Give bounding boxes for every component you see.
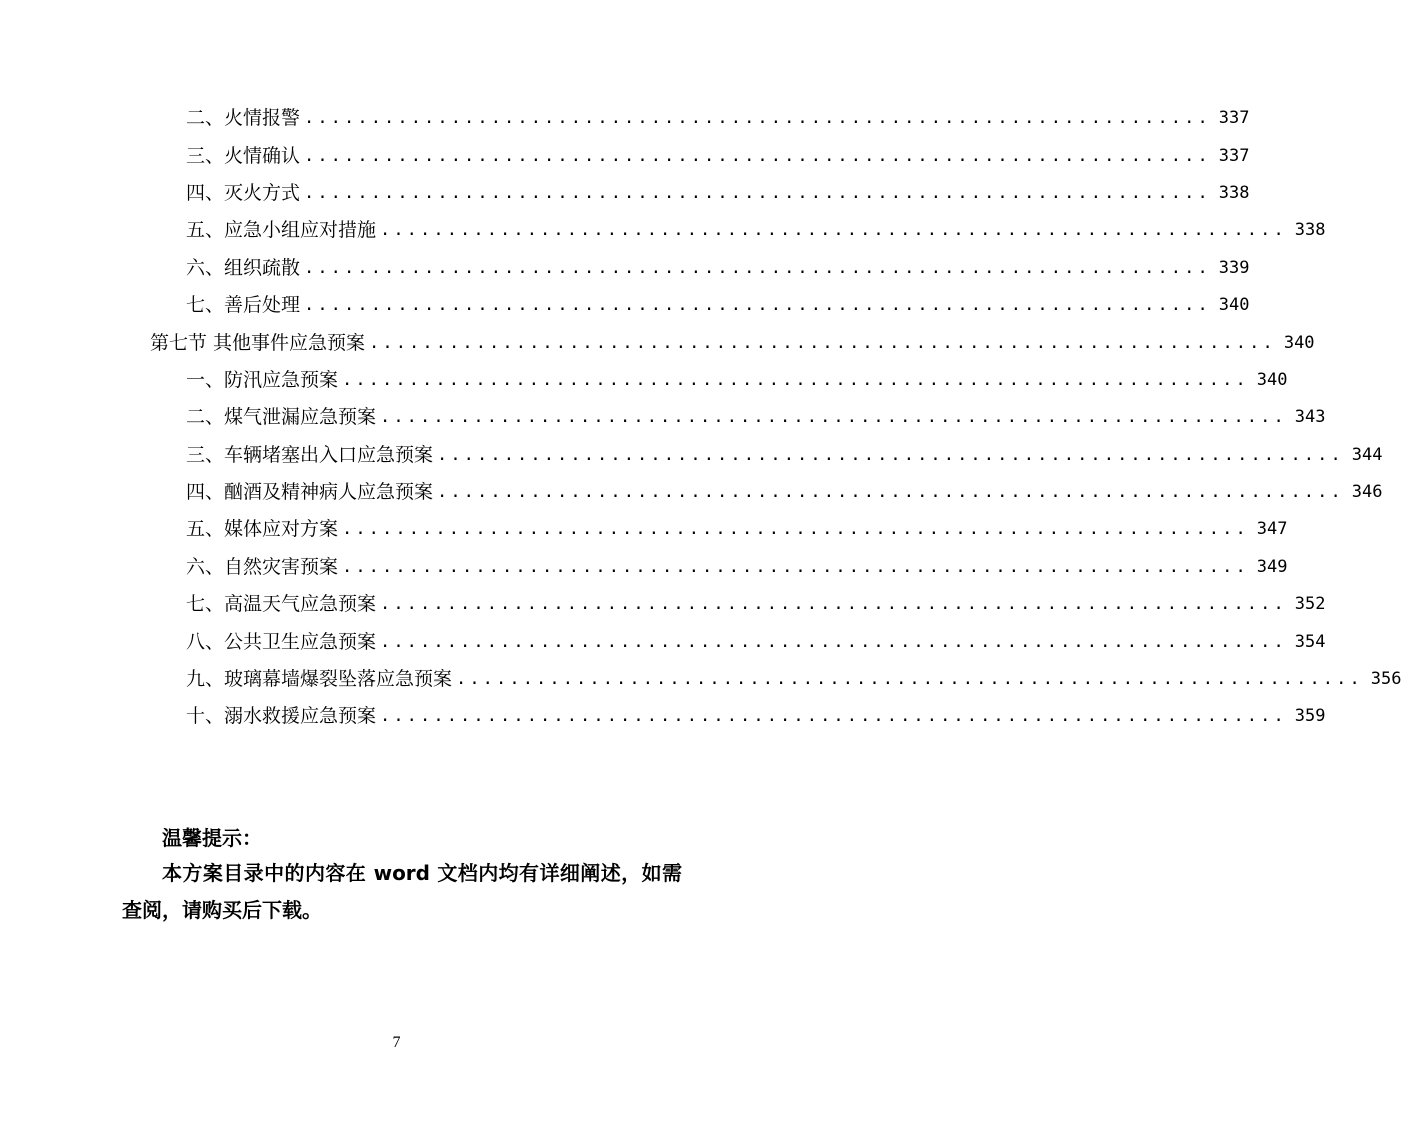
dot-leader: .................................................................... [342, 556, 1249, 577]
toc-row[interactable] [0, 623, 1326, 660]
toc-entry-title: 六、组织疏散 [186, 259, 304, 278]
toc-row[interactable] [0, 362, 1288, 399]
toc-entry-page: 352 [1294, 594, 1326, 615]
toc-entry-page: 354 [1294, 631, 1326, 652]
toc-entry-title: 第七节 其他事件应急预案 [150, 334, 369, 353]
toc-row[interactable] [0, 287, 1250, 324]
toc-row[interactable] [0, 399, 1326, 436]
toc-row[interactable] [0, 698, 1326, 735]
toc-entry-page: 338 [1294, 220, 1326, 241]
dot-leader: .................................................................... [304, 145, 1211, 166]
dot-leader: .................................................................... [304, 295, 1211, 316]
toc-entry-page: 346 [1351, 482, 1383, 503]
toc-entry-title: 一、防汛应急预案 [186, 371, 342, 390]
toc-entry-page: 359 [1294, 706, 1326, 727]
toc-entry-title: 二、煤气泄漏应急预案 [186, 408, 380, 427]
dot-leader: .................................................................... [304, 108, 1211, 129]
tip-heading: 温馨提示： [162, 826, 262, 850]
toc-entry-page: 344 [1351, 444, 1383, 465]
toc-row[interactable] [0, 437, 1383, 474]
dot-leader: .................................................................... [437, 444, 1344, 465]
page-number: 7 [392, 1034, 401, 1051]
toc-entry-title: 七、高温天气应急预案 [186, 595, 380, 614]
dot-leader: .................................................................... [380, 220, 1287, 241]
toc-row[interactable] [0, 474, 1383, 511]
toc-entry-title: 三、车辆堵塞出入口应急预案 [186, 446, 437, 465]
dot-leader: .................................................................... [342, 519, 1249, 540]
dot-leader: .................................................................... [437, 482, 1344, 503]
toc-entry-page: 337 [1218, 145, 1250, 166]
toc-entry-page: 347 [1256, 519, 1288, 540]
toc-entry-page: 340 [1256, 369, 1288, 390]
toc-row[interactable] [0, 324, 1315, 361]
toc-row[interactable] [0, 586, 1326, 623]
toc-entry-title: 二、火情报警 [186, 109, 304, 128]
toc-row[interactable] [0, 549, 1288, 586]
toc-entry-title: 七、善后处理 [186, 296, 304, 315]
dot-leader: .................................................................... [380, 706, 1287, 727]
toc-entry-page: 343 [1294, 407, 1326, 428]
toc-entry-page: 339 [1218, 257, 1250, 278]
toc-row[interactable] [0, 100, 1250, 137]
toc-entry-page: 338 [1218, 182, 1250, 203]
toc-entry-title: 五、应急小组应对措施 [186, 221, 380, 240]
toc-row[interactable] [0, 250, 1250, 287]
tip-body: 本方案目录中的内容在 word 文档内均有详细阐述，如需查阅，请购买后下载。 [122, 861, 682, 922]
toc-entry-title: 四、酗酒及精神病人应急预案 [186, 483, 437, 502]
toc-entry-page: 340 [1283, 332, 1315, 353]
dot-leader: .................................................................... [304, 257, 1211, 278]
toc-row[interactable] [0, 175, 1250, 212]
toc-entry-page: 337 [1218, 108, 1250, 129]
dot-leader: .................................................................... [380, 631, 1287, 652]
toc-entry-page: 340 [1218, 295, 1250, 316]
toc-row[interactable] [0, 661, 1402, 698]
toc-entry-title: 九、玻璃幕墙爆裂坠落应急预案 [186, 670, 456, 689]
dot-leader: .................................................................... [369, 332, 1276, 353]
toc-entry-title: 四、灭火方式 [186, 184, 304, 203]
toc-entry-title: 十、溺水救援应急预案 [186, 707, 380, 726]
dot-leader: .................................................................... [342, 369, 1249, 390]
toc-entry-title: 八、公共卫生应急预案 [186, 633, 380, 652]
dot-leader: .................................................................... [380, 407, 1287, 428]
toc-row[interactable] [0, 137, 1250, 174]
toc-entry-title: 五、媒体应对方案 [186, 520, 342, 539]
dot-leader: .................................................................... [456, 669, 1363, 690]
toc-entry-title: 六、自然灾害预案 [186, 558, 342, 577]
toc-entry-page: 356 [1370, 669, 1402, 690]
toc-entry-title: 三、火情确认 [186, 147, 304, 166]
toc-row[interactable] [0, 511, 1288, 548]
toc-row[interactable] [0, 212, 1326, 249]
toc-entry-page: 349 [1256, 556, 1288, 577]
dot-leader: .................................................................... [380, 594, 1287, 615]
table-of-contents [0, 100, 1402, 736]
dot-leader: .................................................................... [304, 182, 1211, 203]
